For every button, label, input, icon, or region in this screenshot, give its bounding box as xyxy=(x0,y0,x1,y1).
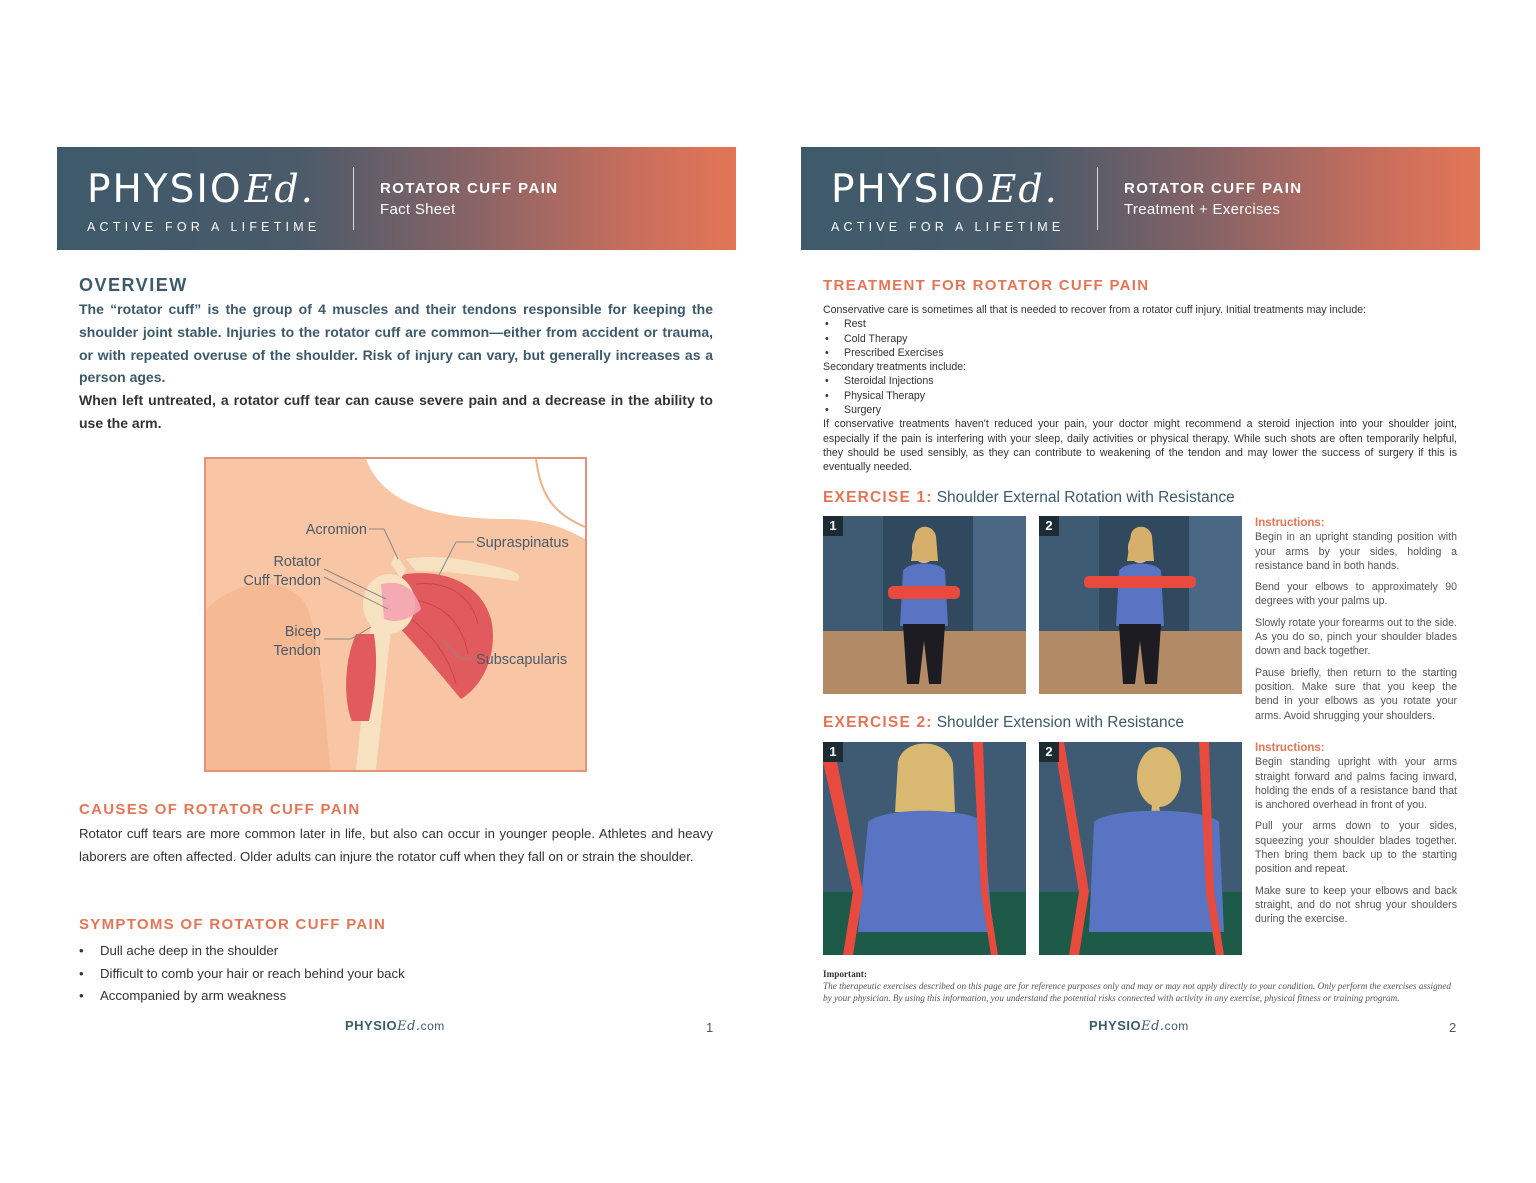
footer-brand-suffix: com xyxy=(420,1019,445,1033)
photo-number: 2 xyxy=(1039,516,1059,536)
initial-treatments-list xyxy=(823,317,1457,360)
exercise-2-photo-1 xyxy=(823,742,1026,955)
list-item: • Rest xyxy=(823,317,1457,331)
list-item: • Cold Therapy xyxy=(823,332,1457,346)
brand-script: Ed. xyxy=(988,167,1059,211)
overview-heading: OVERVIEW xyxy=(79,275,188,295)
important-disclaimer xyxy=(823,968,1457,1004)
brand-tagline: ACTIVE FOR A LIFETIME xyxy=(831,220,1065,234)
footer-brand-word: PHYSIO xyxy=(345,1018,398,1033)
exercise-1-photo-1 xyxy=(823,516,1026,694)
treatment-body xyxy=(823,303,1457,475)
instruction-step: Begin standing upright with your arms straight forward and palms facing inward, holding the ends of a resistance band that is anchored overhead in front of you. xyxy=(1255,756,1457,812)
important-body: The therapeutic exercises described on this page are for reference purposes only and may or may not apply directly to your condition. Only perform the exercises assigned by your physician. By using this information, you understand the potential risks connected with activity in any exercise, physical fitness or training program. xyxy=(823,981,1451,1003)
photo-number: 1 xyxy=(823,516,843,536)
page-number: 2 xyxy=(1449,1020,1457,1035)
exercise-2-photo-2 xyxy=(1039,742,1242,955)
photo-number: 2 xyxy=(1039,742,1059,762)
overview-paragraph-1: The “rotator cuff” is the group of 4 muscles and their tendons responsible for keeping the shoulder joint stable. Injuries to the rotator cuff are common—either from accident or trauma, or with repeated overuse of the shoulder. Risk of injury can vary, but generally increases as a person ages. xyxy=(79,301,713,386)
exercise-1-title: Shoulder External Rotation with Resistance xyxy=(936,489,1235,506)
exercise-photo-image xyxy=(1039,516,1242,694)
instruction-step: Pull your arms down to your sides, squeezing your shoulder blades together. Then bring them back up to the starting position and repeat. xyxy=(1255,820,1457,876)
banner-subtitle: Treatment + Exercises xyxy=(1124,201,1281,218)
brand-script: Ed. xyxy=(244,167,315,211)
banner-title: ROTATOR CUFF PAIN xyxy=(380,180,559,197)
causes-body: Rotator cuff tears are more common later in life, but also can occur in younger people. Athletes and heavy laborers are often affected. Older adults can injure the rotator cuff when they fall on or strain the shoulder. xyxy=(79,826,713,864)
exercise-photo-image xyxy=(823,742,1026,955)
list-item: • Difficult to comb your hair or reach behind your back xyxy=(79,963,405,986)
banner-title: ROTATOR CUFF PAIN xyxy=(1124,180,1303,197)
symptoms-heading: SYMPTOMS OF ROTATOR CUFF PAIN xyxy=(79,916,387,933)
exercise-1-instructions xyxy=(1255,516,1457,730)
instruction-step: Slowly rotate your forearms out to the side. As you do so, pinch your shoulder blades down and back together. xyxy=(1255,616,1457,658)
secondary-treatments-list xyxy=(823,374,1457,417)
footer-brand-script: Ed. xyxy=(397,1019,421,1034)
instructions-heading: Instructions: xyxy=(1255,517,1325,529)
banner-subtitle: Fact Sheet xyxy=(380,201,456,218)
label-bicep-line-2: Tendon xyxy=(273,643,321,659)
exercise-2-instructions xyxy=(1255,741,1457,934)
exercise-2-heading xyxy=(823,714,1184,732)
banner-divider xyxy=(1097,167,1098,230)
label-acromion: Acromion xyxy=(305,522,367,538)
list-item: • Prescribed Exercises xyxy=(823,346,1457,360)
page-2 xyxy=(768,0,1536,1183)
list-item: • Physical Therapy xyxy=(823,389,1457,403)
important-heading: Important: xyxy=(823,969,867,979)
brand-word: PHYSIO xyxy=(87,167,243,212)
label-subscapularis: Subscapularis xyxy=(476,652,568,668)
instruction-step: Begin in an upright standing position with your arms by your sides, holding a resistance band in both hands. xyxy=(1255,531,1457,572)
label-rotator-line-2: Cuff Tendon xyxy=(243,573,321,589)
footer-brand xyxy=(345,1018,445,1034)
footer-brand-suffix: com xyxy=(1164,1019,1189,1033)
exercise-1-label: EXERCISE 1: xyxy=(823,489,933,506)
photo-number: 1 xyxy=(823,742,843,762)
instructions-heading: Instructions: xyxy=(1255,742,1325,754)
page-number: 1 xyxy=(706,1020,714,1035)
shoulder-anatomy-illustration xyxy=(206,459,585,770)
exercise-2-title: Shoulder Extension with Resistance xyxy=(936,714,1184,731)
footer-brand xyxy=(1089,1018,1189,1034)
shoulder-anatomy-diagram xyxy=(204,457,587,772)
list-item: • Steroidal Injections xyxy=(823,374,1457,388)
treatment-closing: If conservative treatments haven't reduced your pain, your doctor might recommend a steroid injection into your shoulder joint, especially if the pain is interfering with your sleep, daily activities or physical therapy. While such shots are often temporarily helpful, they should be used sensibly, as they can contribute to weakening of the tendon and may lower the success of surgery if this is eventually needed. xyxy=(823,418,1457,474)
overview-body xyxy=(79,298,713,435)
instruction-step: Make sure to keep your elbows and back straight, and do not shrug your shoulders during the exercise. xyxy=(1255,884,1457,926)
list-item: • Accompanied by arm weakness xyxy=(79,985,405,1008)
treatment-heading: TREATMENT FOR ROTATOR CUFF PAIN xyxy=(823,277,1150,294)
footer-brand-script: Ed. xyxy=(1141,1019,1165,1034)
brand-word: PHYSIO xyxy=(831,167,987,212)
causes-heading: CAUSES OF ROTATOR CUFF PAIN xyxy=(79,801,361,818)
exercise-photo-image xyxy=(823,516,1026,694)
footer-brand-word: PHYSIO xyxy=(1089,1018,1142,1033)
overview-paragraph-2: When left untreated, a rotator cuff tear can cause severe pain and a decrease in the ability to use the arm. xyxy=(79,392,713,431)
exercise-photo-image xyxy=(1039,742,1242,955)
exercise-1-photo-2 xyxy=(1039,516,1242,694)
brand-logo xyxy=(87,167,320,234)
list-item: • Surgery xyxy=(823,403,1457,417)
header-banner xyxy=(801,147,1480,250)
label-rotator-line-1: Rotator xyxy=(273,554,321,570)
header-banner xyxy=(57,147,736,250)
exercise-1-heading xyxy=(823,489,1235,507)
label-supraspinatus: Supraspinatus xyxy=(476,535,569,551)
brand-tagline: ACTIVE FOR A LIFETIME xyxy=(87,220,321,234)
treatment-intro: Conservative care is sometimes all that is needed to recover from a rotator cuff injury. Initial treatments may include: xyxy=(823,304,1367,316)
brand-logo xyxy=(831,167,1064,234)
banner-divider xyxy=(353,167,354,230)
instruction-step: Pause briefly, then return to the starting position. Make sure that you keep the bend in your elbows as you rotate your arms. Avoid shrugging your shoulders. xyxy=(1255,666,1457,722)
list-item: • Dull ache deep in the shoulder xyxy=(79,940,405,963)
secondary-intro: Secondary treatments include: xyxy=(823,361,967,374)
instruction-step: Bend your elbows to approximately 90 degrees with your palms up. xyxy=(1255,581,1457,608)
label-bicep-line-1: Bicep xyxy=(284,624,321,640)
exercise-2-label: EXERCISE 2: xyxy=(823,714,933,731)
symptoms-list xyxy=(79,940,405,1008)
